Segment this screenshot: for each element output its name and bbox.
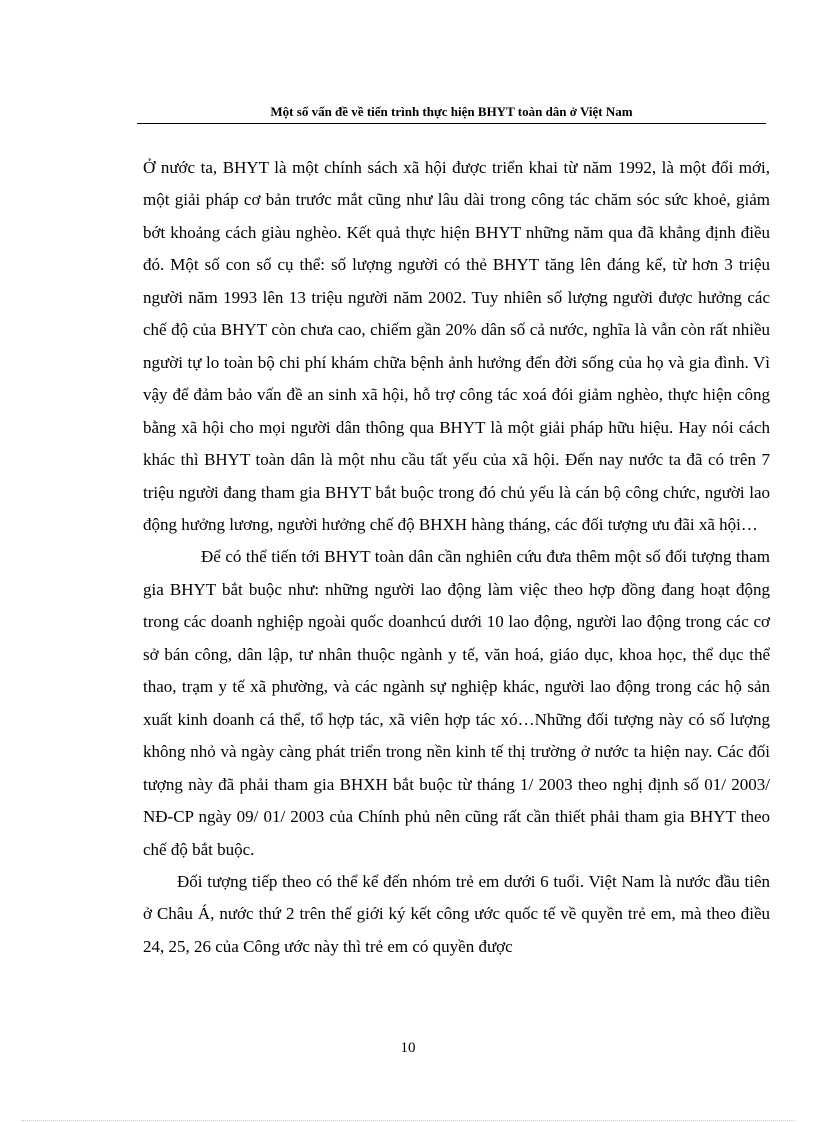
header-rule [137,123,766,124]
paragraph-3: Đối tượng tiếp theo có thể kể đến nhóm trẻ em dưới 6 tuổi. Việt Nam là nước đầu tiên ở Châu Á, nước thứ 2 trên thế giới ký kết công ước quốc tế về quyền trẻ em, mà theo điều 24, 25, 26 của Công ước này thì trẻ em có quyền được [143,871,770,956]
paragraph-1: Ở nước ta, BHYT là một chính sách xã hội được triển khai từ năm 1992, là một đổi mới, một giải pháp cơ bản trước mắt cũng như lâu dài trong công tác chăm sóc sức khoẻ, giảm bớt khoảng cách giàu nghèo. Kết quả thực hiện BHYT những năm qua đã khẳng định điều đó. Một số con số cụ thể: số lượng người có thẻ BHYT tăng lên đáng kể, từ hơn 3 triệu người năm 1993 lên 13 triệu người năm 2002. Tuy nhiên số lượng người được hưởng các chế độ của BHYT còn chưa cao, chiếm gần 20% dân số cả nước, nghĩa là vẫn còn rất nhiều người tự lo toàn bộ chi phí khám chữa bệnh ảnh hưởng đến đời sống của họ và gia đình. Vì vậy để đảm bảo vấn đề an sinh xã hội, hỗ trợ công tác xoá đói giảm nghèo, thực hiện công bằng xã hội cho mọi người dân thông qua BHYT là một giải pháp hữu hiệu. Hay nói cách khác thì BHYT toàn dân là một nhu cầu tất yếu của xã hội. Đến nay nước ta đã có trên 7 triệu người đang tham gia BHYT bắt buộc trong đó chủ yếu là cán bộ công chức, người lao động hưởng lương, người hưởng chế độ BHXH hàng tháng, các đối tượng ưu đãi xã hội… [143,158,770,534]
page-bottom-divider [22,1120,794,1121]
body-text [143,152,770,963]
page-number: 10 [400,1040,416,1056]
running-header [137,104,766,124]
header-title: Một số vấn đề về tiến trình thực hiện BHYT toàn dân ở Việt Nam [270,104,633,119]
paragraph-2: Để có thể tiến tới BHYT toàn dân cần nghiên cứu đưa thêm một số đối tượng tham gia BHYT bắt buộc như: những người lao động làm việc theo hợp đồng đang hoạt động trong các doanh nghiệp ngoài quốc doanhcú dưới 10 lao động, người lao động trong các cơ sở bán công, dân lập, tư nhân thuộc ngành y tế, văn hoá, giáo dục, khoa học, thể dục thể thao, trạm y tế xã phường, và các ngành sự nghiệp khác, người lao động trong các hộ sản xuất kinh doanh cá thể, tổ hợp tác, xã viên hợp tác xó…Những đối tượng này có số lượng không nhỏ và ngày càng phát triển trong nền kinh tế thị trường ở nước ta hiện nay. Các đối tượng này đã phải tham gia BHXH bắt buộc từ tháng 1/ 2003 theo nghị định số 01/ 2003/ NĐ-CP ngày 09/ 01/ 2003 của Chính phủ nên cũng rất cần thiết phải tham gia BHYT theo chế độ bắt buộc. [143,547,770,859]
